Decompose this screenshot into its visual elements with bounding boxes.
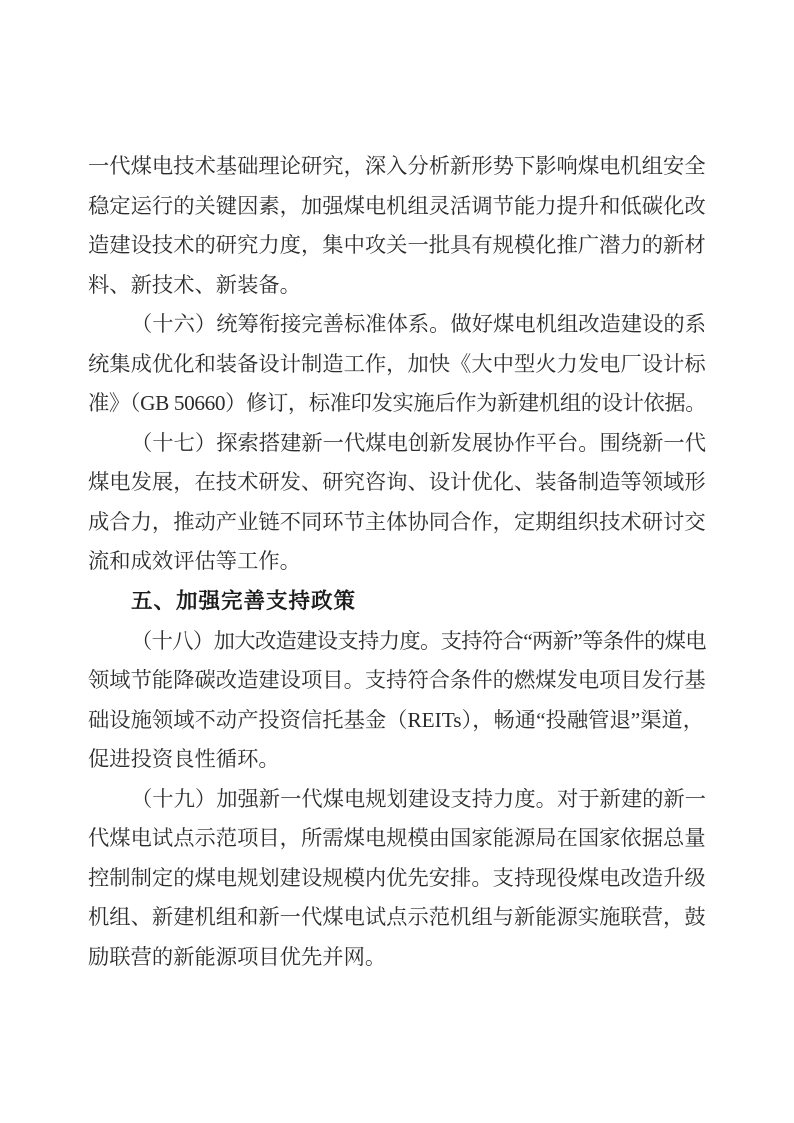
document-body [88,147,706,977]
text-line: 励联营的新能源项目优先并网。 [88,944,387,969]
text-line: 流和成效评估等工作。 [88,549,301,574]
text-line: 料、新技术、新装备。 [88,272,301,297]
text-line: 煤电发展，在技术研发、研究咨询、设计优化、装备制造等领域形 [88,470,706,495]
text-line: （十七）探索搭建新一代煤电创新发展协作平台。围绕新一代 [131,430,707,455]
text-line: 准》（GB 50660）修订，标准印发实施后作为新建机组的设计依据。 [88,391,707,416]
text-line: （十八）加大改造建设支持力度。支持符合“两新”等条件的煤电 [131,628,706,653]
text-line: （十九）加强新一代煤电规划建设支持力度。对于新建的新一 [131,786,707,811]
paragraph [88,424,706,582]
text-line: 代煤电试点示范项目，所需煤电规模由国家能源局在国家依据总量 [88,826,706,851]
paragraph [88,622,706,780]
paragraph [88,147,706,305]
section-heading-block [88,582,706,622]
text-line: 成合力，推动产业链不同环节主体协同合作，定期组织技术研讨交 [88,509,706,534]
paragraph [88,780,706,978]
text-line: 促进投资良性循环。 [88,747,280,772]
section-heading: 五、加强完善支持政策 [131,589,357,614]
text-line: 础设施领域不动产投资信托基金（REITs），畅通“投融管退”渠道， [88,707,705,732]
text-line: 稳定运行的关键因素，加强煤电机组灵活调节能力提升和低碳化改 [88,193,706,218]
text-line: 机组、新建机组和新一代煤电试点示范机组与新能源实施联营，鼓 [88,905,706,930]
text-line: 造建设技术的研究力度，集中攻关一批具有规模化推广潜力的新材 [88,233,706,258]
paragraph [88,305,706,424]
text-line: 控制制定的煤电规划建设规模内优先安排。支持现役煤电改造升级 [88,865,706,890]
text-line: 领域节能降碳改造建设项目。支持符合条件的燃煤发电项目发行基 [88,668,706,693]
text-line: 一代煤电技术基础理论研究，深入分析新形势下影响煤电机组安全 [88,154,706,178]
text-line: 统集成优化和装备设计制造工作，加快《大中型火力发电厂设计标 [88,351,706,376]
text-line: （十六）统筹衔接完善标准体系。做好煤电机组改造建设的系 [131,312,707,337]
